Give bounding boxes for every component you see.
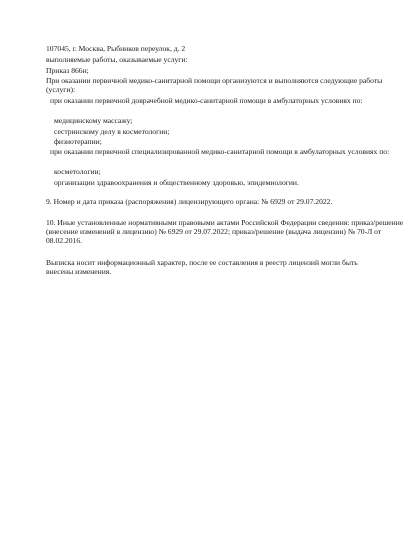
premedical-item: медицинскому массажу; (54, 116, 133, 125)
premedical-item: физиотерапии; (54, 137, 102, 146)
order-reference: Приказ 866н; (46, 66, 89, 75)
works-label: выполняемые работы, оказываемые услуги: (46, 55, 188, 64)
premedical-item: сестринскому делу в косметологии; (54, 127, 170, 136)
primary-care-intro: При оказании первичной медико-санитарной помощи организуются и выполняются следующие работы (услуги): (46, 76, 383, 95)
specialized-item: косметологии; (54, 167, 101, 176)
specialized-item: организации здравоохранения и общественному здоровью, эпидемиологии. (54, 178, 299, 187)
section-9-order-number: 9. Номер и дата приказа (распоряжения) лицензирующего органа: № 6929 от 29.07.2022. (46, 197, 333, 206)
address-line: 107045, г. Москва, Рыбников переулок, д. 2 (46, 44, 186, 53)
section-10-other-info: 10. Иные установленные нормативными правовыми актами Российской Федерации сведения: приказ/решение (внесение изменений в лицензию) № 6929 от 29.07.2022; приказ/решение (выдача лицензии) № 70-Л от 08.02.2016. (46, 218, 404, 246)
specialized-outpatient-heading: при оказании первичной специализированной медико-санитарной помощи в амбулаторных условиях по: (50, 147, 390, 156)
premedical-outpatient-heading: при оказании первичной доврачебной медико-санитарной помощи в амбулаторных условиях по: (50, 96, 363, 105)
footer-disclaimer: Выписка носит информационный характер, после ее составления в реестр лицензий могли быть внесены изменения. (46, 258, 358, 277)
